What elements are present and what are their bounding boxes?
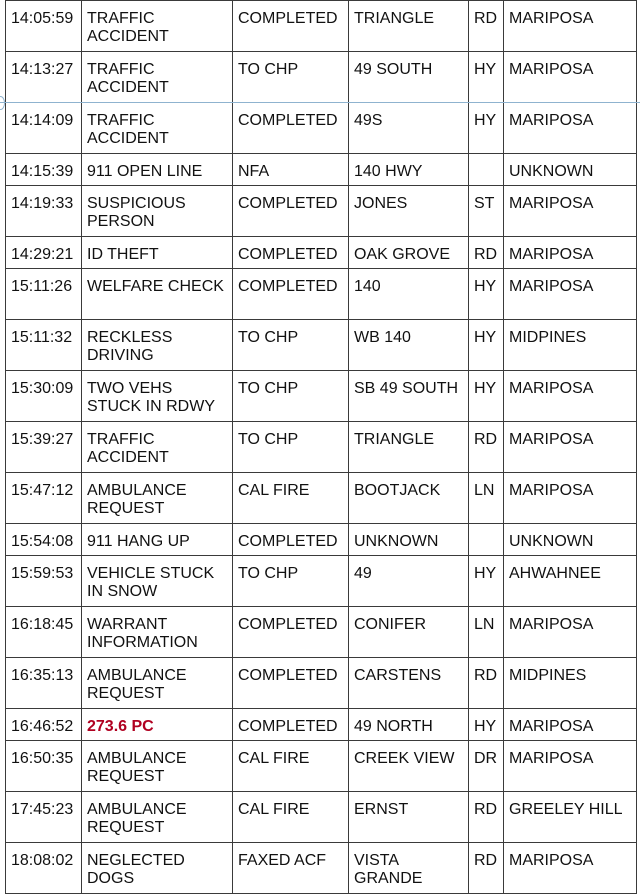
location-cell: UNKNOWN xyxy=(349,524,469,556)
table-row xyxy=(6,237,637,269)
street-suffix-cell xyxy=(469,154,504,186)
table-row xyxy=(6,741,637,792)
time-cell: 14:15:39 xyxy=(6,154,82,186)
street-suffix-cell xyxy=(469,524,504,556)
table-row xyxy=(6,709,637,741)
table-row xyxy=(6,52,637,103)
street-suffix-cell: HY xyxy=(469,320,504,371)
time-cell: 16:35:13 xyxy=(6,658,82,709)
time-cell: 16:50:35 xyxy=(6,741,82,792)
time-cell: 14:13:27 xyxy=(6,52,82,103)
city-cell: MARIPOSA xyxy=(504,52,637,103)
time-cell: 15:59:53 xyxy=(6,556,82,607)
time-cell: 14:29:21 xyxy=(6,237,82,269)
disposition-cell: CAL FIRE xyxy=(233,473,349,524)
location-cell: 49S xyxy=(349,103,469,154)
table-row xyxy=(6,524,637,556)
call-type-cell: 911 HANG UP xyxy=(82,524,233,556)
location-cell: TRIANGLE xyxy=(349,1,469,52)
city-cell: MARIPOSA xyxy=(504,103,637,154)
location-cell: 49 xyxy=(349,556,469,607)
time-cell: 16:46:52 xyxy=(6,709,82,741)
disposition-cell: COMPLETED xyxy=(233,1,349,52)
street-suffix-cell: HY xyxy=(469,556,504,607)
street-suffix-cell: HY xyxy=(469,371,504,422)
city-cell: UNKNOWN xyxy=(504,524,637,556)
city-cell: MARIPOSA xyxy=(504,607,637,658)
time-cell: 14:19:33 xyxy=(6,186,82,237)
table-row xyxy=(6,1,637,52)
disposition-cell: TO CHP xyxy=(233,556,349,607)
city-cell: MARIPOSA xyxy=(504,709,637,741)
street-suffix-cell: RD xyxy=(469,843,504,894)
street-suffix-cell: LN xyxy=(469,607,504,658)
call-type-cell: AMBULANCE REQUEST xyxy=(82,741,233,792)
call-log-table xyxy=(5,0,637,894)
street-suffix-cell: HY xyxy=(469,709,504,741)
table-row xyxy=(6,320,637,371)
disposition-cell: COMPLETED xyxy=(233,237,349,269)
street-suffix-cell: RD xyxy=(469,792,504,843)
city-cell: MARIPOSA xyxy=(504,186,637,237)
call-type-cell: VEHICLE STUCK IN SNOW xyxy=(82,556,233,607)
disposition-cell: FAXED ACF xyxy=(233,843,349,894)
call-type-cell: 273.6 PC xyxy=(82,709,233,741)
scan-artifact-line xyxy=(0,102,640,103)
call-log-body xyxy=(6,1,637,894)
time-cell: 15:30:09 xyxy=(6,371,82,422)
call-type-cell: AMBULANCE REQUEST xyxy=(82,658,233,709)
street-suffix-cell: RD xyxy=(469,422,504,473)
call-type-cell: 911 OPEN LINE xyxy=(82,154,233,186)
call-type-cell: AMBULANCE REQUEST xyxy=(82,473,233,524)
city-cell: UNKNOWN xyxy=(504,154,637,186)
disposition-cell: CAL FIRE xyxy=(233,792,349,843)
time-cell: 18:08:02 xyxy=(6,843,82,894)
disposition-cell: COMPLETED xyxy=(233,709,349,741)
street-suffix-cell: HY xyxy=(469,52,504,103)
disposition-cell: NFA xyxy=(233,154,349,186)
city-cell: GREELEY HILL xyxy=(504,792,637,843)
time-cell: 14:14:09 xyxy=(6,103,82,154)
city-cell: MIDPINES xyxy=(504,320,637,371)
street-suffix-cell: HY xyxy=(469,103,504,154)
city-cell: MARIPOSA xyxy=(504,1,637,52)
street-suffix-cell: RD xyxy=(469,237,504,269)
street-suffix-cell: HY xyxy=(469,269,504,320)
street-suffix-cell: RD xyxy=(469,1,504,52)
time-cell: 16:18:45 xyxy=(6,607,82,658)
call-type-cell: SUSPICIOUS PERSON xyxy=(82,186,233,237)
city-cell: MARIPOSA xyxy=(504,237,637,269)
call-type-cell: TRAFFIC ACCIDENT xyxy=(82,103,233,154)
table-row xyxy=(6,269,637,320)
disposition-cell: CAL FIRE xyxy=(233,741,349,792)
disposition-cell: TO CHP xyxy=(233,320,349,371)
time-cell: 15:47:12 xyxy=(6,473,82,524)
location-cell: CREEK VIEW xyxy=(349,741,469,792)
location-cell: JONES xyxy=(349,186,469,237)
city-cell: AHWAHNEE xyxy=(504,556,637,607)
table-row xyxy=(6,556,637,607)
location-cell: VISTA GRANDE xyxy=(349,843,469,894)
location-cell: CARSTENS xyxy=(349,658,469,709)
location-cell: 140 HWY xyxy=(349,154,469,186)
table-row xyxy=(6,371,637,422)
call-type-cell: WARRANT INFORMATION xyxy=(82,607,233,658)
location-cell: 49 NORTH xyxy=(349,709,469,741)
time-cell: 15:54:08 xyxy=(6,524,82,556)
city-cell: MARIPOSA xyxy=(504,843,637,894)
city-cell: MIDPINES xyxy=(504,658,637,709)
location-cell: CONIFER xyxy=(349,607,469,658)
city-cell: MARIPOSA xyxy=(504,371,637,422)
street-suffix-cell: DR xyxy=(469,741,504,792)
location-cell: 140 xyxy=(349,269,469,320)
street-suffix-cell: LN xyxy=(469,473,504,524)
call-type-cell: TRAFFIC ACCIDENT xyxy=(82,52,233,103)
city-cell: MARIPOSA xyxy=(504,422,637,473)
time-cell: 15:11:26 xyxy=(6,269,82,320)
time-cell: 14:05:59 xyxy=(6,1,82,52)
table-row xyxy=(6,186,637,237)
table-row xyxy=(6,154,637,186)
table-row xyxy=(6,843,637,894)
location-cell: SB 49 SOUTH xyxy=(349,371,469,422)
disposition-cell: COMPLETED xyxy=(233,269,349,320)
disposition-cell: COMPLETED xyxy=(233,607,349,658)
disposition-cell: TO CHP xyxy=(233,52,349,103)
location-cell: ERNST xyxy=(349,792,469,843)
call-type-cell: AMBULANCE REQUEST xyxy=(82,792,233,843)
table-row xyxy=(6,103,637,154)
city-cell: MARIPOSA xyxy=(504,269,637,320)
time-cell: 15:11:32 xyxy=(6,320,82,371)
disposition-cell: COMPLETED xyxy=(233,524,349,556)
disposition-cell: COMPLETED xyxy=(233,658,349,709)
table-row xyxy=(6,473,637,524)
call-type-cell: RECKLESS DRIVING xyxy=(82,320,233,371)
call-type-cell: ID THEFT xyxy=(82,237,233,269)
call-type-cell: TWO VEHS STUCK IN RDWY xyxy=(82,371,233,422)
table-row xyxy=(6,607,637,658)
street-suffix-cell: RD xyxy=(469,658,504,709)
street-suffix-cell: ST xyxy=(469,186,504,237)
disposition-cell: COMPLETED xyxy=(233,186,349,237)
disposition-cell: TO CHP xyxy=(233,371,349,422)
location-cell: TRIANGLE xyxy=(349,422,469,473)
city-cell: MARIPOSA xyxy=(504,473,637,524)
call-type-cell: NEGLECTED DOGS xyxy=(82,843,233,894)
location-cell: OAK GROVE xyxy=(349,237,469,269)
disposition-cell: TO CHP xyxy=(233,422,349,473)
table-row xyxy=(6,792,637,843)
call-type-cell: TRAFFIC ACCIDENT xyxy=(82,422,233,473)
city-cell: MARIPOSA xyxy=(504,741,637,792)
table-row xyxy=(6,422,637,473)
location-cell: BOOTJACK xyxy=(349,473,469,524)
time-cell: 17:45:23 xyxy=(6,792,82,843)
time-cell: 15:39:27 xyxy=(6,422,82,473)
location-cell: WB 140 xyxy=(349,320,469,371)
table-row xyxy=(6,658,637,709)
call-type-cell: TRAFFIC ACCIDENT xyxy=(82,1,233,52)
disposition-cell: COMPLETED xyxy=(233,103,349,154)
location-cell: 49 SOUTH xyxy=(349,52,469,103)
call-type-cell: WELFARE CHECK xyxy=(82,269,233,320)
